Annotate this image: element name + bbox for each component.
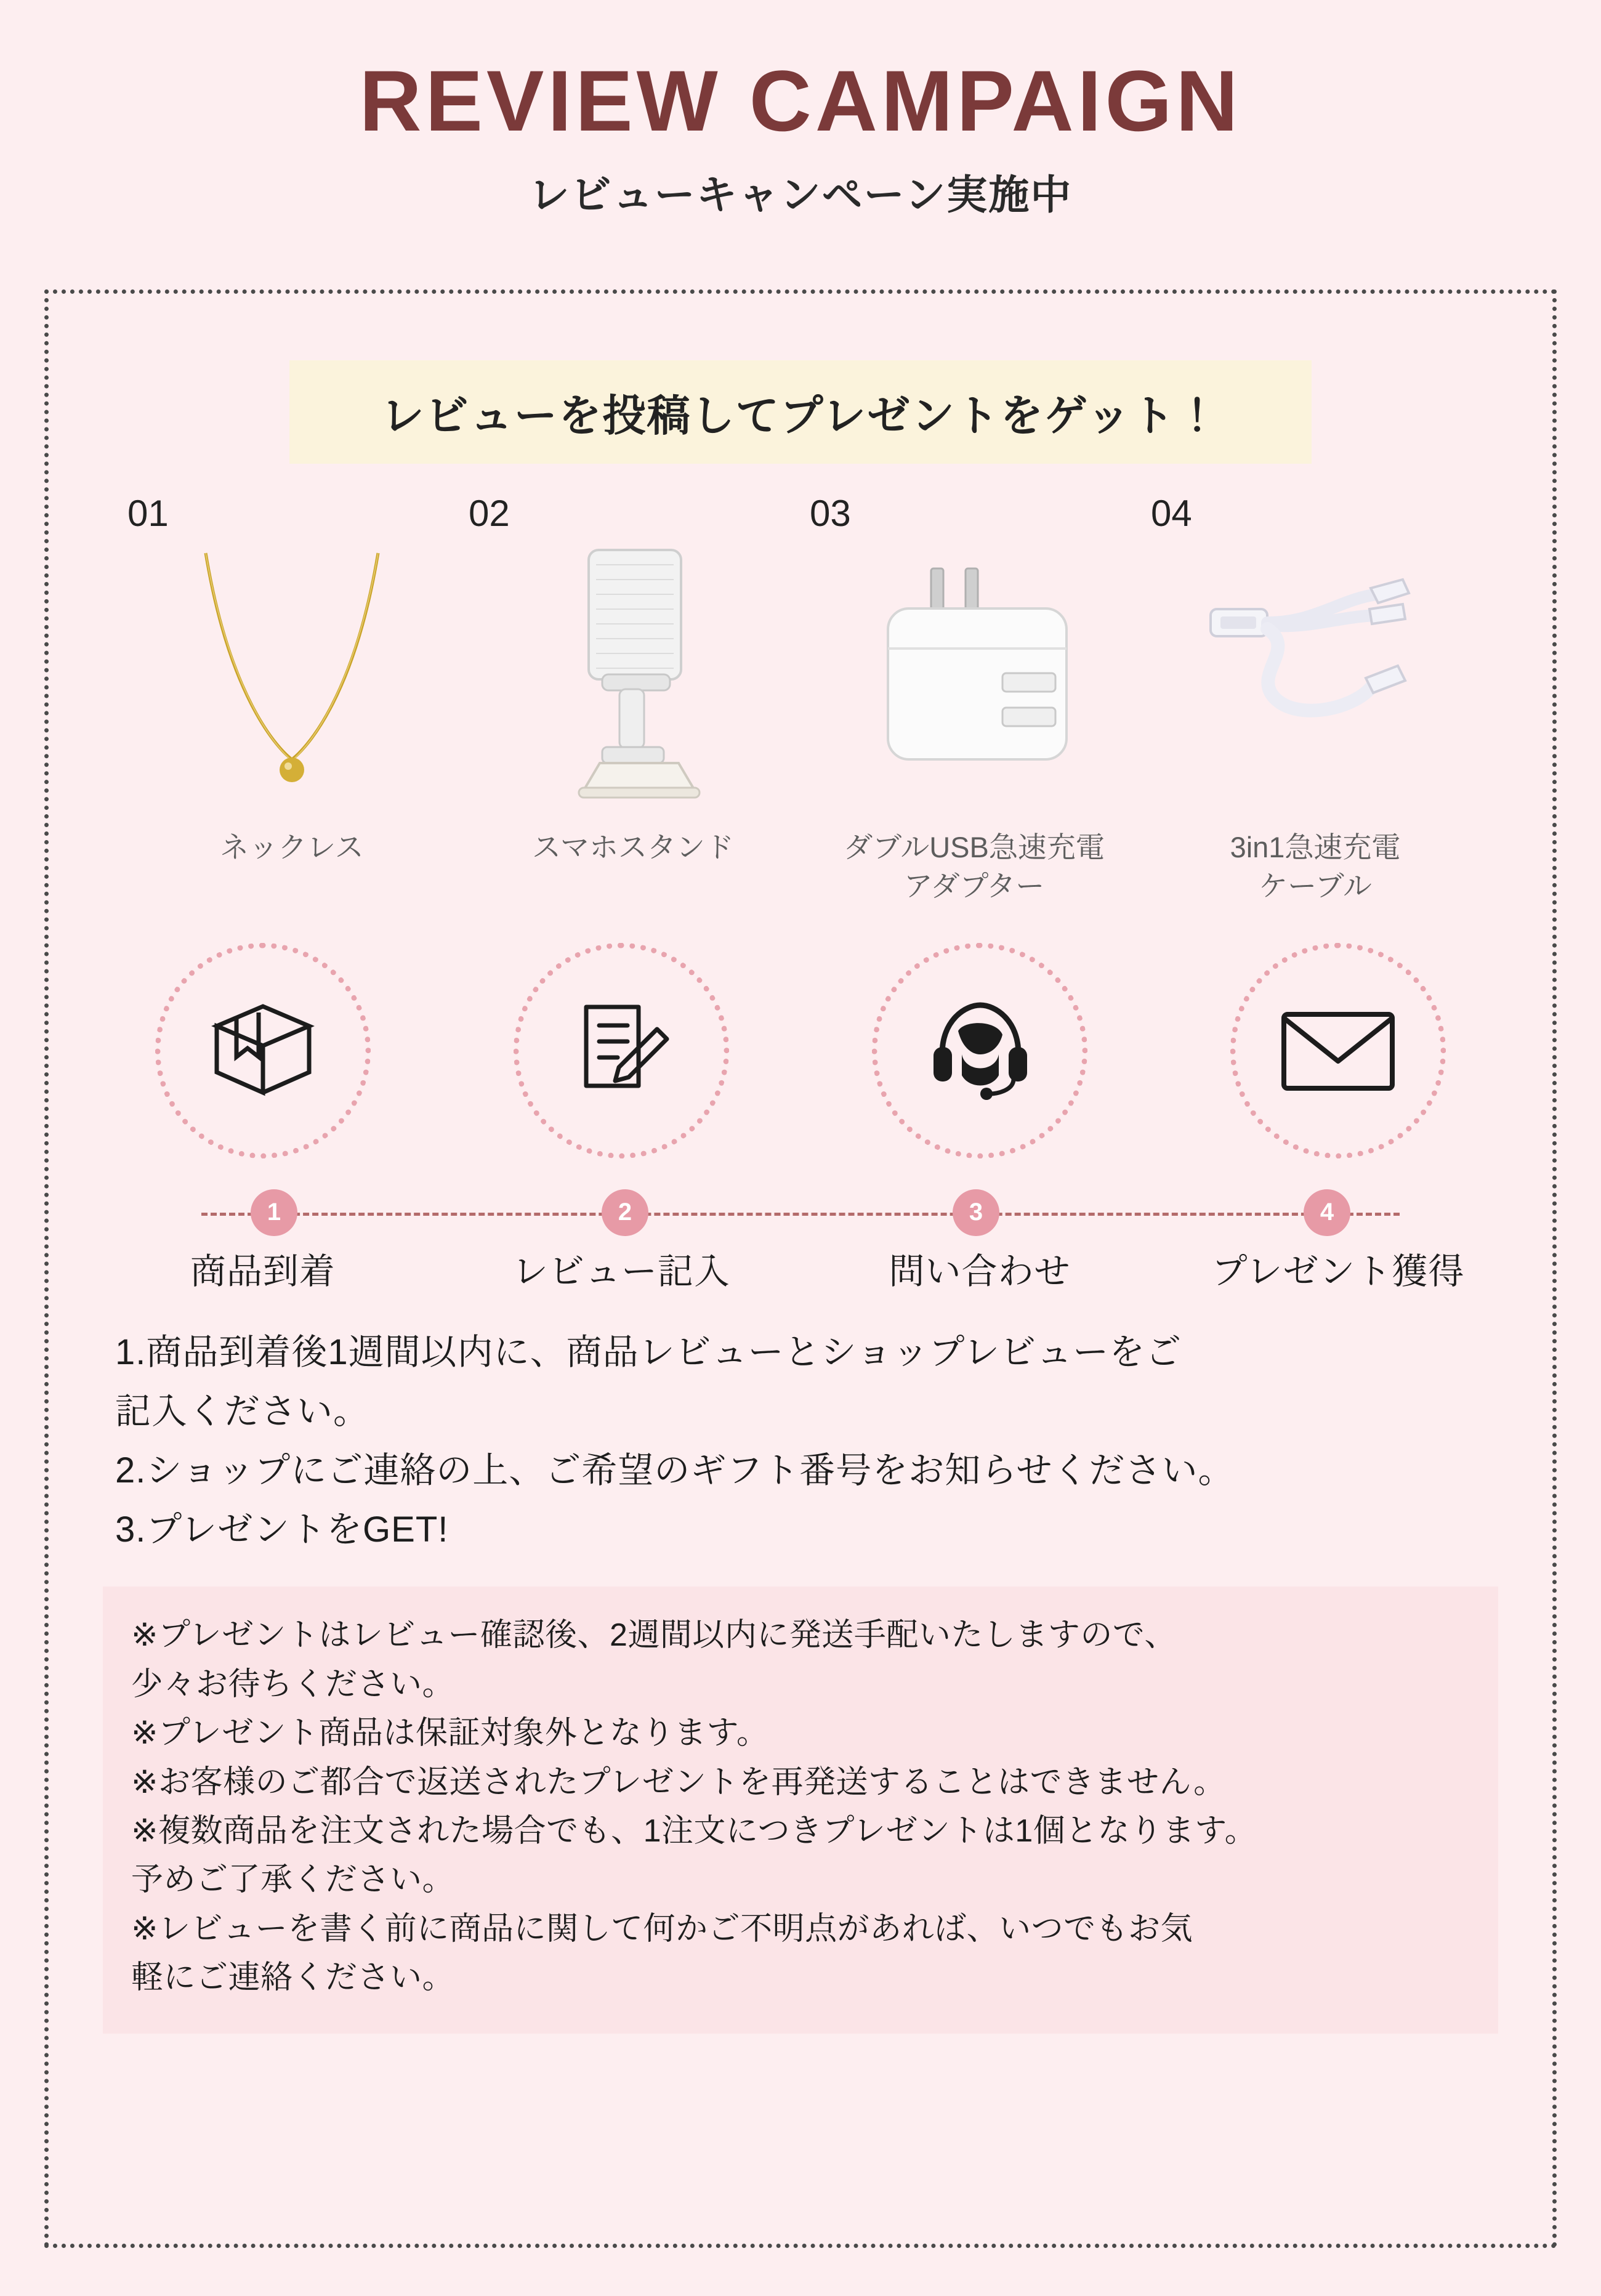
step-label: 問い合わせ <box>889 1251 1071 1292</box>
note-line: 少々お待ちください。 <box>131 1666 455 1702</box>
necklace-image <box>121 535 462 824</box>
step-label: レビュー記入 <box>512 1251 730 1292</box>
gift-list <box>78 492 1523 906</box>
gift-number: 03 <box>810 493 851 534</box>
note-line: ※プレゼントはレビュー確認後、2週間以内に発送手配いたしますので、 <box>131 1617 1177 1654</box>
note-line: 軽にご連絡ください。 <box>131 1960 455 1996</box>
gift-label: ネックレス <box>220 831 364 863</box>
note-line: 予めご了承ください。 <box>131 1862 455 1898</box>
instruction-line: 記入ください。 <box>115 1391 370 1431</box>
gift-item <box>1145 492 1486 906</box>
envelope-icon <box>1230 943 1446 1158</box>
gift-item <box>462 492 804 906</box>
timeline-step-number: 2 <box>602 1189 648 1236</box>
steps-timeline <box>134 1189 1467 1239</box>
steps-icon-row <box>78 943 1523 1158</box>
step-item <box>492 943 751 1158</box>
step-label: プレゼント獲得 <box>1211 1251 1465 1292</box>
gift-number: 02 <box>469 493 510 534</box>
gift-number: 04 <box>1151 493 1192 534</box>
gift-label: 3in1急速充電 ケーブル <box>1230 831 1401 903</box>
instruction-line: 3.プレゼントをGET! <box>115 1509 449 1550</box>
timeline-step-number: 1 <box>251 1189 297 1236</box>
promo-banner-text: レビューを投稿してプレゼントをゲット！ <box>381 391 1220 440</box>
charging-cable-image <box>1145 535 1486 824</box>
gift-item <box>804 492 1145 906</box>
page-title: REVIEW CAMPAIGN <box>359 52 1242 149</box>
gift-label: ダブルUSB急速充電 アダプター <box>844 831 1105 903</box>
write-review-icon <box>514 943 729 1158</box>
timeline-step-number: 3 <box>953 1189 999 1236</box>
package-icon <box>155 943 371 1158</box>
phone-stand-image <box>462 535 804 824</box>
promo-banner <box>289 360 1312 464</box>
gift-label: スマホスタンド <box>531 831 735 863</box>
timeline-step-number: 4 <box>1304 1189 1350 1236</box>
gift-item <box>121 492 462 906</box>
page-header <box>0 0 1601 220</box>
page-subtitle: レビューキャンペーン実施中 <box>528 172 1073 217</box>
notes-block <box>103 1587 1498 2033</box>
step-item <box>134 943 392 1158</box>
content-frame <box>44 289 1557 2248</box>
step-item <box>1209 943 1467 1158</box>
step-label: 商品到着 <box>190 1251 336 1292</box>
note-line: ※プレゼント商品は保証対象外となります。 <box>131 1715 769 1752</box>
gift-number: 01 <box>127 493 169 534</box>
instruction-line: 1.商品到着後1週間以内に、商品レビューとショップレビューをご <box>115 1332 1182 1372</box>
note-line: ※複数商品を注文された場合でも、1注文につきプレゼントは1個となります。 <box>131 1813 1257 1849</box>
note-line: ※レビューを書く前に商品に関して何かご不明点があれば、いつでもお気 <box>131 1910 1193 1947</box>
steps-label-row <box>78 1242 1523 1294</box>
note-line: ※お客様のご都合で返送されたプレゼントを再発送することはできません。 <box>131 1764 1226 1800</box>
instruction-line: 2.ショップにご連絡の上、ご希望のギフト番号をお知らせください。 <box>115 1450 1235 1490</box>
step-item <box>850 943 1109 1158</box>
support-headset-icon <box>872 943 1087 1158</box>
instructions-block <box>115 1325 1498 1558</box>
usb-charger-image <box>804 535 1145 824</box>
